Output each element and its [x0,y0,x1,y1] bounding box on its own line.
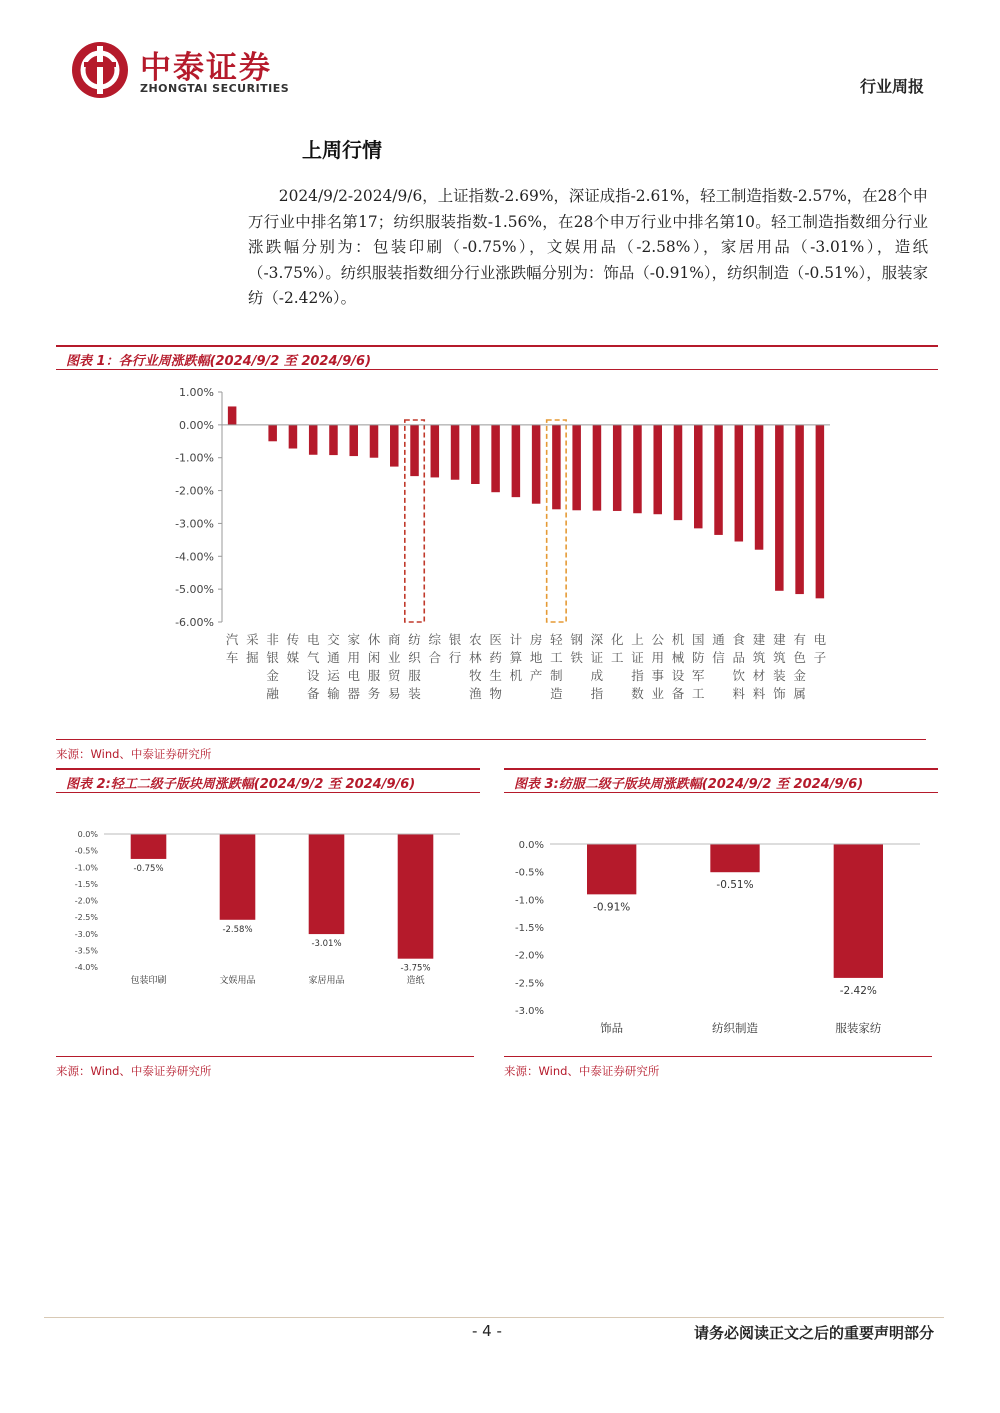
bar [309,834,345,934]
data-label: -0.51% [716,879,754,892]
x-tick-label-char: 易 [388,686,401,701]
bar [220,834,256,920]
y-tick-label: 0.00% [179,418,214,432]
x-tick-label-char: 建 [752,632,766,647]
bar [370,425,379,458]
y-tick-label: -2.5% [74,913,98,923]
x-tick-label-char: 金 [266,668,279,683]
x-tick-label-char: 汽 [225,632,239,647]
x-tick-label-char: 事 [651,668,664,683]
figure-1-source: 来源：Wind、中泰证券研究所 [56,739,926,762]
x-tick-label-char: 气 [306,650,320,665]
x-tick-label-char: 械 [671,650,685,665]
x-tick-label-char: 商 [388,632,401,647]
x-tick-label-char: 有 [793,632,806,647]
bar [710,844,759,872]
x-tick-label-char: 纺 [408,632,421,647]
figure-3-title: 图表 3:纺服二级子版块周涨跌幅(2024/9/2 至 2024/9/6) [514,777,864,792]
x-tick-label-char: 行 [448,650,462,665]
x-tick-label-char: 服 [367,668,381,683]
logo-mark-icon [70,40,130,100]
x-tick-label: 纺织制造 [712,1021,758,1035]
x-tick-label-char: 融 [266,686,279,701]
company-logo [70,40,330,100]
figure-1-title: 图表 1：各行业周涨跌幅(2024/9/2 至 2024/9/6) [66,354,372,369]
x-tick-label-char: 造 [550,686,563,701]
x-tick-label-char: 电 [813,632,827,647]
x-tick-label-char: 证 [590,650,604,665]
x-tick-label-char: 通 [712,632,725,647]
x-tick-label-char: 电 [306,632,320,647]
y-tick-label: -6.00% [175,616,214,629]
x-tick-label-char: 银 [448,632,462,647]
y-tick-label: -2.00% [175,484,214,498]
x-tick-label-char: 传 [286,632,300,647]
x-tick-label-char: 上 [631,632,644,647]
x-tick-label-char: 非 [266,632,279,647]
x-tick-label-char: 药 [489,650,502,665]
data-label: -0.91% [593,901,631,914]
bar [512,425,521,497]
x-tick-label-char: 运 [327,668,340,683]
figure-3-header [504,768,938,793]
x-tick-label-char: 媒 [286,650,300,665]
industry-weekly-change-chart [150,378,870,708]
x-tick-label-char: 织 [408,650,421,665]
y-tick-label: 0.0% [518,840,544,851]
y-tick-label: -4.00% [175,550,214,564]
y-tick-label: -3.0% [74,929,98,939]
x-tick-label-char: 子 [813,650,827,665]
x-tick-label-char: 饰 [773,686,786,701]
x-tick-label-char: 生 [489,668,502,683]
x-tick-label-char: 算 [509,650,523,665]
x-tick-label-char: 色 [793,650,806,665]
x-tick-label-char: 综 [428,632,442,647]
y-tick-label: -0.5% [74,846,98,856]
x-tick-label-char: 设 [306,668,320,683]
bar [552,425,561,509]
textile-apparel-subsector-chart [510,830,930,1040]
data-label: -3.01% [311,939,342,950]
x-tick-label-char: 车 [225,650,239,665]
market-summary-text: 2024/9/2-2024/9/6，上证指数-2.69%，深证成指-2.61%，轻工制造指数-2.57%，在28个申万行业中排名第17；纺织服装指数-1.56%，在28个申万行业中排名第10。轻工制造指数细分行业涨跌幅分别为：包装印刷（-0.75%），文娱用品（-2.58%），家居用品（-3.01%），造纸（-3.75%）。纺织服装指数细分行业涨跌幅分别为：饰品（-0.91%），纺织制造（-0.51%），服装家纺（-2.42%）。 [248,187,928,307]
y-tick-label: -5.00% [175,583,214,597]
bar [329,425,338,455]
x-tick-label-char: 医 [489,632,502,647]
x-tick-label-char: 用 [347,650,360,665]
x-tick-label-char: 林 [469,650,482,665]
document-type: 行业周报 [859,77,924,96]
x-tick-label-char: 国 [692,632,705,647]
bar [491,425,500,492]
bar [451,425,460,480]
y-tick-label: -0.5% [514,867,544,879]
x-tick-label-char: 用 [651,650,664,665]
x-tick-label-char: 渔 [469,686,482,701]
data-label: -2.58% [222,924,253,935]
bar [714,425,723,535]
x-tick-label-char: 休 [367,632,381,647]
bar [431,425,440,478]
bar [613,425,622,511]
bar [587,844,636,894]
x-tick-label-char: 电 [347,668,360,683]
x-tick-label-char: 料 [752,686,766,701]
x-tick-label-char: 装 [773,668,786,683]
y-tick-label: -3.0% [514,1006,544,1017]
bar [834,844,883,978]
x-tick-label-char: 地 [529,650,543,665]
x-tick-label: 服装家纺 [835,1021,882,1035]
y-tick-label: -1.00% [175,451,214,465]
bar [390,425,399,467]
x-tick-label: 家居用品 [308,976,345,986]
y-tick-label: -2.0% [514,950,544,962]
x-tick-label-char: 指 [631,668,644,683]
bar [755,425,764,550]
bar [816,425,825,598]
y-tick-label: -1.0% [74,863,98,873]
x-tick-label-char: 建 [773,632,786,647]
x-tick-label-char: 证 [631,650,644,665]
x-tick-label-char: 品 [732,650,746,665]
x-tick-label-char: 务 [367,686,381,701]
y-tick-label: -1.5% [74,879,98,889]
x-tick-label-char: 防 [692,650,705,665]
bar [593,425,602,511]
x-tick-label-char: 业 [388,650,401,665]
x-tick-label-char: 公 [651,632,664,647]
figure-2-source: 来源：Wind、中泰证券研究所 [56,1056,474,1079]
x-tick-label-char: 采 [246,632,259,647]
x-tick-label-char: 交 [327,632,340,647]
x-tick-label-char: 合 [428,650,442,665]
bar [398,834,434,959]
y-tick-label: -2.5% [514,978,544,990]
x-tick-label-char: 装 [408,686,421,701]
y-tick-label: -2.0% [74,896,98,906]
light-industry-subsector-chart [60,820,480,1000]
x-tick-label: 包装印刷 [130,976,167,986]
x-tick-label-char: 指 [590,686,604,701]
x-tick-label-char: 计 [509,632,523,647]
x-tick-label-char: 物 [489,686,502,701]
x-tick-label-char: 工 [610,650,624,665]
bar [410,425,419,476]
x-tick-label-char: 房 [529,632,543,647]
x-tick-label-char: 军 [692,668,705,683]
figure-2-title: 图表 2:轻工二级子版块周涨跌幅(2024/9/2 至 2024/9/6) [66,777,416,792]
y-tick-label: 1.00% [179,386,214,399]
y-tick-label: -3.5% [74,946,98,956]
bar [289,425,298,449]
bar [471,425,480,484]
bar [532,425,541,504]
data-label: -2.42% [839,984,877,997]
bar [674,425,683,520]
x-tick-label: 文娱用品 [219,976,256,986]
x-tick-label-char: 贸 [388,668,401,683]
x-tick-label-char: 工 [550,650,563,665]
x-tick-label-char: 家 [347,632,360,647]
figure-1-header [56,345,938,370]
bar [572,425,581,510]
bar [795,425,804,594]
logo-text-en: ZHONGTAI SECURITIES [140,82,290,95]
bar [775,425,784,591]
x-tick-label-char: 机 [671,632,685,647]
bar [349,425,358,456]
x-tick-label-char: 化 [610,632,624,647]
x-tick-label-char: 金 [793,668,806,683]
bar [735,425,744,542]
x-tick-label-char: 机 [509,668,523,683]
x-tick-label-char: 掘 [246,650,259,665]
bar [228,406,237,424]
page-number: - 4 - [472,1322,502,1340]
y-tick-label: 0.0% [77,830,98,839]
x-tick-label-char: 筑 [773,650,786,665]
x-tick-label-char: 备 [671,686,685,701]
footer-disclaimer: 请务必阅读正文之后的重要声明部分 [693,1324,934,1342]
y-tick-label: -1.5% [514,923,544,934]
bar [268,425,277,441]
x-tick-label-char: 产 [529,668,543,683]
section-title: 上周行情 [302,138,382,162]
y-tick-label: -3.00% [175,517,214,531]
x-tick-label: 饰品 [600,1021,624,1035]
x-tick-label: 造纸 [406,976,425,986]
bar [309,425,318,455]
bar [653,425,662,514]
x-tick-label-char: 牧 [469,668,482,683]
x-tick-label-char: 通 [327,650,340,665]
x-tick-label-char: 材 [752,668,766,683]
x-tick-label-char: 器 [347,686,360,701]
y-tick-label: -1.0% [514,895,544,907]
logo-text-cn: 中泰证券 [140,50,272,86]
x-tick-label-char: 钢 [570,632,583,647]
x-tick-label-char: 闲 [367,650,381,665]
market-summary-paragraph [248,184,928,312]
x-tick-label-char: 输 [327,686,340,701]
x-tick-label-char: 食 [732,632,746,647]
footer-divider [44,1317,944,1318]
x-tick-label-char: 铁 [570,650,583,665]
figure-3-source: 来源：Wind、中泰证券研究所 [504,1056,932,1079]
x-tick-label-char: 成 [590,668,604,683]
data-label: -3.75% [400,963,431,974]
bar [633,425,642,513]
x-tick-label-char: 筑 [752,650,766,665]
bar [694,425,703,529]
x-tick-label-char: 信 [712,650,725,665]
x-tick-label-char: 数 [631,686,644,701]
figure-2-header [56,768,480,793]
x-tick-label-char: 设 [671,668,685,683]
x-tick-label-char: 属 [793,686,806,701]
x-tick-label-char: 服 [408,668,421,683]
x-tick-label-char: 深 [590,632,604,647]
x-tick-label-char: 饮 [732,668,746,683]
bar [131,834,167,859]
y-tick-label: -4.0% [74,963,98,972]
x-tick-label-char: 业 [651,686,664,701]
x-tick-label-char: 备 [306,686,320,701]
x-tick-label-char: 工 [692,686,705,701]
x-tick-label-char: 制 [550,668,563,683]
x-tick-label-char: 料 [732,686,746,701]
x-tick-label-char: 轻 [550,632,563,647]
x-tick-label-char: 银 [266,650,279,665]
data-label: -0.75% [133,863,164,874]
x-tick-label-char: 农 [469,632,482,647]
